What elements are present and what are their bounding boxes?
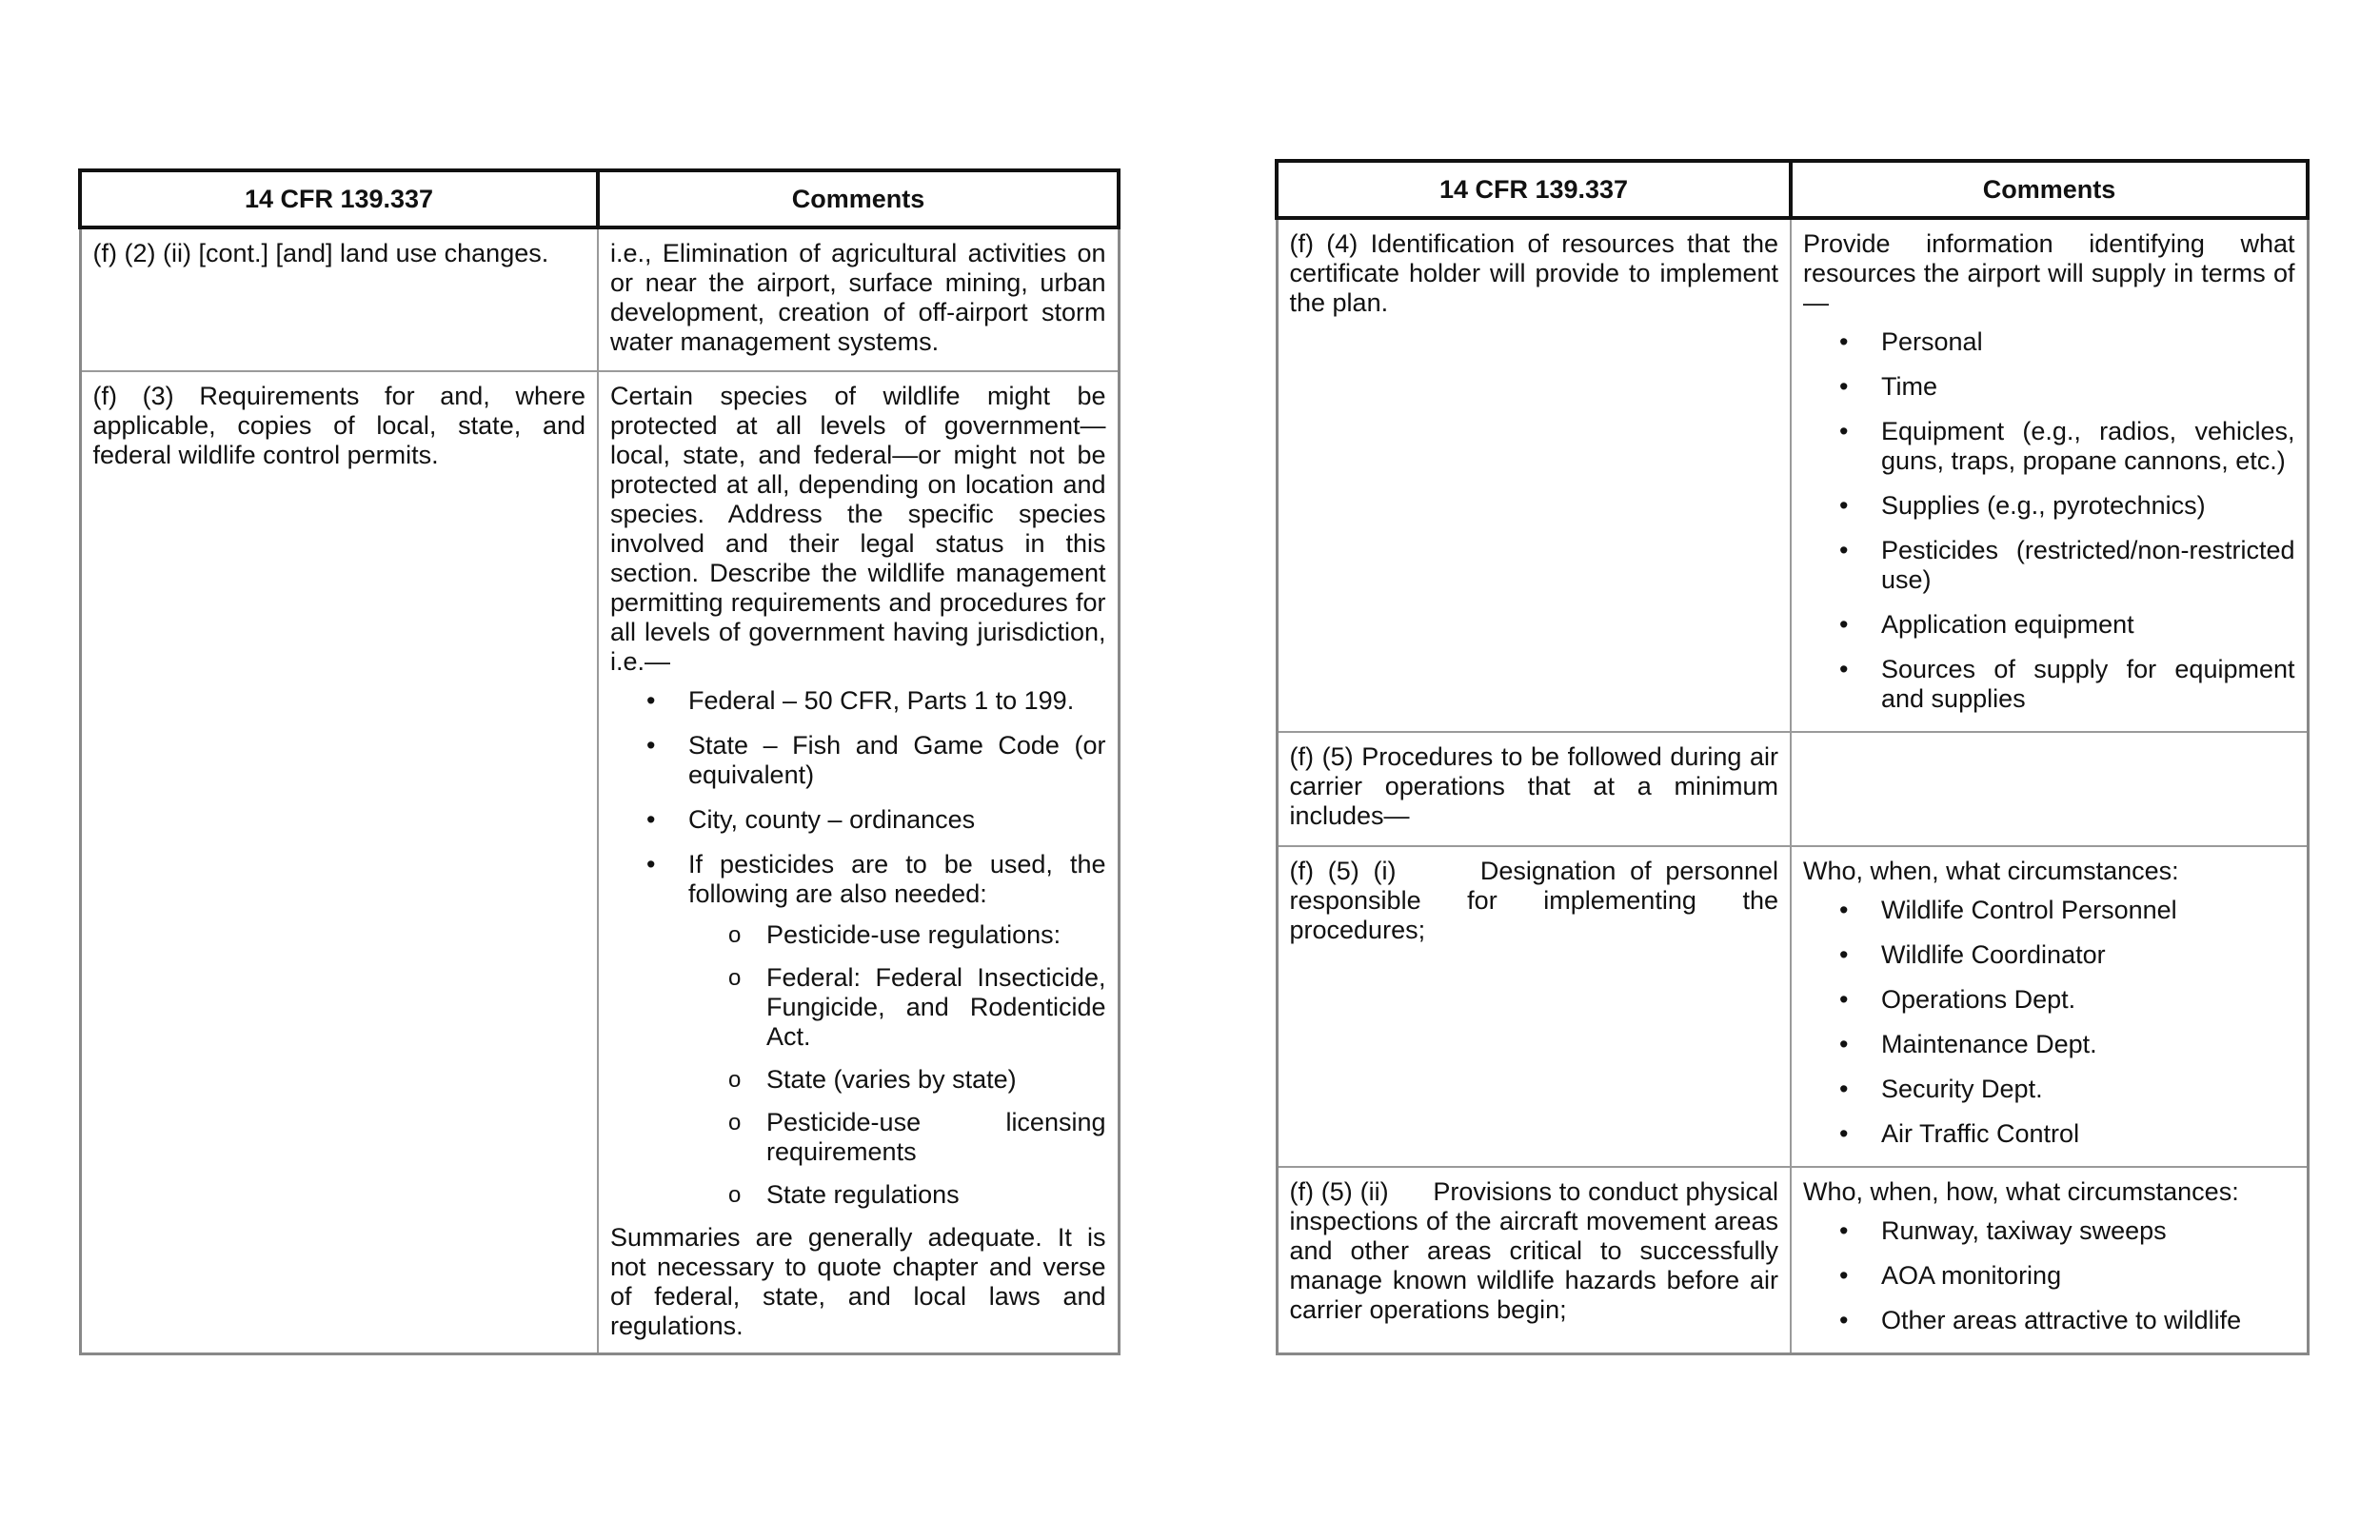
list-item: • Application equipment	[1881, 610, 2295, 640]
list-item: • Supplies (e.g., pyrotechnics)	[1881, 491, 2295, 521]
requirement-text: (f) (5) (ii) Provisions to conduct physical inspections of the aircraft movement areas and other areas critical to successfully manage known wildlife hazards before air carrier operations begin;	[1289, 1177, 1786, 1324]
header-comments: Comments	[598, 170, 1119, 227]
bullet-list	[610, 686, 1106, 1210]
requirement-text: (f) (5) (i) Designation of personnel responsible for implementing the procedures;	[1289, 857, 1786, 944]
list-item: • Time	[1881, 372, 2295, 402]
bullet-list	[1803, 1216, 2295, 1335]
comment-text: Who, when, how, what circumstances:	[1803, 1177, 2239, 1206]
list-item: • Runway, taxiway sweeps	[1881, 1216, 2295, 1246]
table-row	[80, 371, 1119, 1354]
table-header-row	[80, 170, 1119, 227]
comment-cell	[1791, 218, 2308, 732]
list-item: • City, county – ordinances	[688, 805, 1106, 835]
sub-list-item: o Federal: Federal Insecticide, Fungicide, and Rodenticide Act.	[766, 963, 1106, 1052]
comment-text: Summaries are generally adequate. It is not necessary to quote chapter and verse of federal, state, and local laws and regulations.	[610, 1223, 1106, 1340]
comment-text: i.e., Elimination of agricultural activities on or near the airport, surface mining, urban development, creation of off-airport storm water management systems.	[610, 239, 1106, 356]
comment-cell	[1791, 732, 2308, 846]
list-item: • Security Dept.	[1881, 1075, 2295, 1104]
comment-text: Who, when, what circumstances:	[1803, 857, 2179, 885]
list-item	[688, 850, 1106, 1210]
list-item: • Other areas attractive to wildlife	[1881, 1306, 2295, 1335]
list-item: • Air Traffic Control	[1881, 1119, 2295, 1149]
table-row	[1277, 846, 2308, 1167]
requirement-cell	[80, 227, 598, 371]
cfr-table-left	[78, 168, 1121, 1355]
list-item: • Wildlife Coordinator	[1881, 940, 2295, 970]
header-comments: Comments	[1791, 161, 2308, 218]
comment-cell	[598, 371, 1119, 1354]
comment-cell	[598, 227, 1119, 371]
list-item: • Wildlife Control Personnel	[1881, 896, 2295, 925]
requirement-text: (f) (2) (ii) [cont.] [and] land use changes.	[92, 239, 549, 267]
comment-text: Certain species of wildlife might be protected at all levels of government—local, state, and federal—or might not be protected at all, depending on location and species. Address the specific species involved and their legal status in this section. Describe the wildlife management permitting requirements and procedures for all levels of government having jurisdiction, i.e.—	[610, 382, 1106, 676]
requirement-cell	[1277, 732, 1791, 846]
list-item: • Maintenance Dept.	[1881, 1030, 2295, 1059]
list-item-text: If pesticides are to be used, the following are also needed:	[688, 850, 1106, 908]
comment-cell	[1791, 846, 2308, 1167]
sub-bullet-list	[688, 920, 1106, 1210]
requirement-cell	[1277, 218, 1791, 732]
bullet-list	[1803, 896, 2295, 1149]
table-row	[80, 227, 1119, 371]
list-item: • AOA monitoring	[1881, 1261, 2295, 1291]
list-item: • Pesticides (restricted/non-restricted use)	[1881, 536, 2295, 595]
requirement-cell	[1277, 846, 1791, 1167]
table-row	[1277, 732, 2308, 846]
sub-list-item: o Pesticide-use licensing requirements	[766, 1108, 1106, 1167]
table-header-row	[1277, 161, 2308, 218]
list-item: • Sources of supply for equipment and supplies	[1881, 655, 2295, 714]
list-item: • State – Fish and Game Code (or equivalent)	[688, 731, 1106, 790]
requirement-cell	[80, 371, 598, 1354]
comment-text: Provide information identifying what resources the airport will supply in terms of—	[1803, 229, 2295, 317]
table-row	[1277, 218, 2308, 732]
table-row	[1277, 1167, 2308, 1354]
sub-list-item: o State regulations	[766, 1180, 1106, 1210]
bullet-list	[1803, 327, 2295, 714]
header-regulation: 14 CFR 139.337	[1277, 161, 1791, 218]
requirement-cell	[1277, 1167, 1791, 1354]
sub-list-item: o State (varies by state)	[766, 1065, 1106, 1095]
list-item: • Operations Dept.	[1881, 985, 2295, 1015]
list-item: • Personal	[1881, 327, 2295, 357]
requirement-text: (f) (3) Requirements for and, where applicable, copies of local, state, and federal wildlife control permits.	[92, 382, 585, 469]
requirement-text: (f) (4) Identification of resources that the certificate holder will provide to implement the plan.	[1289, 229, 1778, 317]
cfr-table-right	[1275, 159, 2310, 1355]
requirement-text: (f) (5) Procedures to be followed during air carrier operations that at a minimum includes—	[1289, 742, 1778, 830]
header-regulation: 14 CFR 139.337	[80, 170, 598, 227]
comment-cell	[1791, 1167, 2308, 1354]
sub-list-item: o Pesticide-use regulations:	[766, 920, 1106, 950]
list-item: • Equipment (e.g., radios, vehicles, guns, traps, propane cannons, etc.)	[1881, 417, 2295, 476]
list-item: • Federal – 50 CFR, Parts 1 to 199.	[688, 686, 1106, 716]
